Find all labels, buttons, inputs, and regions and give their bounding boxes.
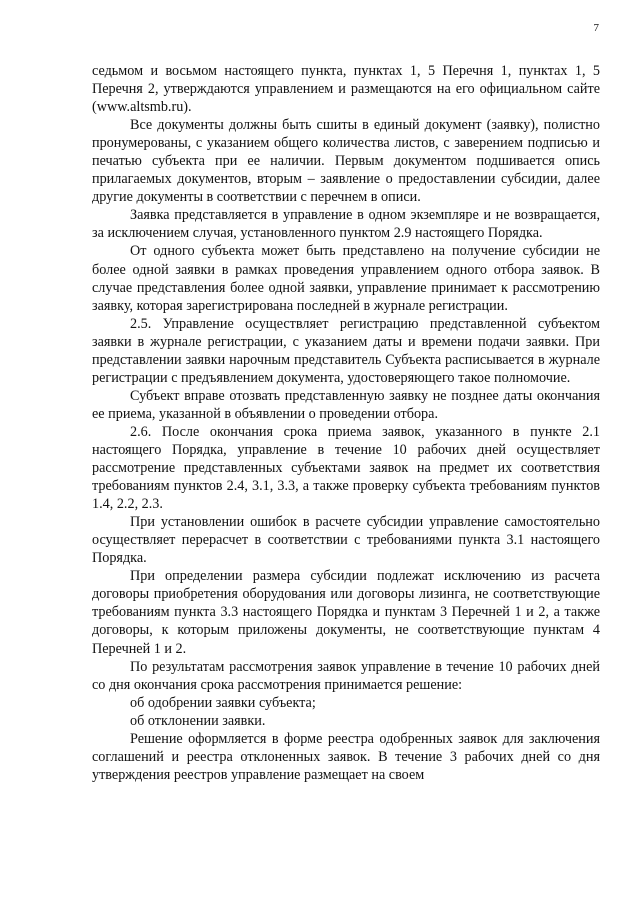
list-item-approval: об одобрении заявки субъекта;: [130, 694, 316, 711]
paragraph-decision-intro: По результатам рассмотрения заявок управление в течение 10 рабочих дней со дня окончания срока рассмотрения принимается решение:: [92, 658, 600, 693]
paragraph-recalculation: При установлении ошибок в расчете субсидии управление самостоятельно осуществляет перерасчет в соответствии с требованиями пункта 3.1 настоящего Порядка.: [92, 514, 600, 567]
list-item-rejection: об отклонении заявки.: [130, 712, 266, 729]
document-body: [92, 62, 600, 784]
paragraph-withdrawal: Субъект вправе отозвать представленную заявку не позднее даты окончания ее приема, указанной в объявлении о проведении отбора.: [92, 387, 600, 422]
paragraph-application-submission: Заявка представляется в управление в одном экземпляре и не возвращается, за исключением случая, установленного пунктом 2.9 настоящего Порядка.: [92, 207, 600, 242]
paragraph-continuation: седьмом и восьмом настоящего пункта, пунктах 1, 5 Перечня 1, пунктах 1, 5 Перечня 2, утверждаются управлением и размещаются на его официальном сайте (www.altsmb.ru).: [92, 63, 600, 116]
paragraph-2-5-registration: 2.5. Управление осуществляет регистрацию представленной субъектом заявки в журнале регистрации, с указанием даты и времени подачи заявки. При представлении заявки нарочным представитель Субъекта расписывается в журнале регистрации с предъявлением документа, удостоверяющего такое полномочие.: [92, 315, 600, 386]
paragraph-2-6-review: 2.6. После окончания срока приема заявок, указанного в пункте 2.1 настоящего Порядка, управление в течение 10 рабочих дней осуществляет рассмотрение представленных субъектами заявок на предмет их соответствия требованиям пунктов 2.4, 3.1, 3.3, а также проверку субъекта требованиям пунктов 1.4, 2.2, 2.3.: [92, 423, 600, 513]
paragraph-registry: Решение оформляется в форме реестра одобренных заявок для заключения соглашений и реестра отклоненных заявок. В течение 3 рабочих дней со дня утверждения реестров управление размещает на своем: [92, 730, 600, 783]
paragraph-one-application: От одного субъекта может быть представлено на получение субсидии не более одной заявки в рамках проведения управлением одного отбора заявок. В случае представления более одной заявки, управление принимает к рассмотрению заявку, которая зарегистрирована последней в журнале регистрации.: [92, 243, 600, 314]
page-number: 7: [593, 22, 599, 34]
paragraph-exclusion: При определении размера субсидии подлежат исключению из расчета договоры приобретения оборудования или договоры лизинга, не соответствующие требованиям пункта 3.3 настоящего Порядка и пунктам 3 Перечней 1 и 2, а также договоры, к которым приложены документы, не соответствующие пунктам 4 Перечней 1 и 2.: [92, 568, 600, 657]
paragraph-documents-binding: Все документы должны быть сшиты в единый документ (заявку), полистно пронумерованы, с указанием общего количества листов, с заверением подписью и печатью субъекта при ее наличии. Первым документом подшивается опись прилагаемых документов, вторым – заявление о предоставлении субсидии, далее другие документы в соответствии с перечнем в описи.: [92, 117, 600, 206]
